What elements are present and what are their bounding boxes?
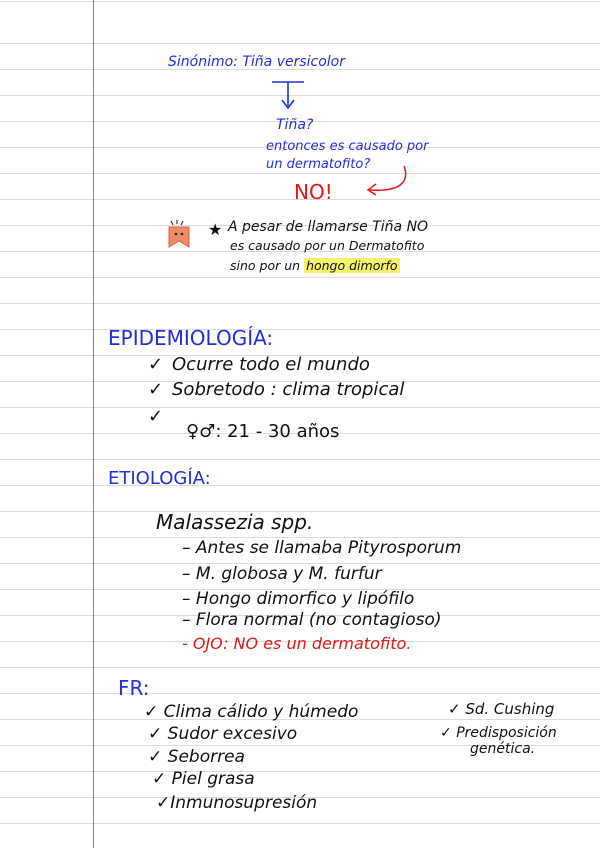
etio-item-1: – Antes se llamaba Pityrosporum <box>182 538 462 558</box>
margin-line <box>93 0 94 848</box>
fr-right-item-2: ✓ Predisposición <box>440 725 557 741</box>
note-line-3-text: sino por un <box>230 258 301 273</box>
etio-item-4: – Flora normal (no contagioso) <box>182 610 442 630</box>
answer-no: NO! <box>294 180 333 204</box>
synonym-line: Sinónimo: Tiña versicolor <box>168 54 346 70</box>
fr-heading: FR: <box>118 676 150 700</box>
epidemiologia-heading: EPIDEMIOLOGÍA: <box>108 326 274 350</box>
fr-item-4: ✓ Piel grasa <box>152 769 255 789</box>
note-line-2: es causado por un Dermatofito <box>230 238 425 253</box>
etio-item-3: – Hongo dimorfico y lipófilo <box>182 589 415 609</box>
down-arrow-icon <box>270 78 310 112</box>
highlighted-hongo-dimorfo: hongo dimorfo <box>306 258 398 273</box>
epi-item-3: ♀♂: 21 - 30 años <box>186 421 340 442</box>
fr-item-3: ✓ Seborrea <box>148 747 245 767</box>
question-line-3: un dermatofito? <box>266 157 371 172</box>
organism-name: Malassezia spp. <box>156 510 314 534</box>
note-line-1: A pesar de llamarse Tiña NO <box>228 219 429 235</box>
fr-item-1: ✓ Clima cálido y húmedo <box>144 702 359 722</box>
etiologia-heading: ETIOLOGÍA: <box>108 468 211 489</box>
fr-item-2: ✓ Sudor excesivo <box>148 724 298 744</box>
question-line-2: entonces es causado por <box>266 139 429 154</box>
fr-item-5: ✓Inmunosupresión <box>156 793 318 813</box>
etio-warning: - OJO: NO es un dermatofito. <box>182 634 412 653</box>
fr-right-item-1: ✓ Sd. Cushing <box>448 700 555 718</box>
epi-item-2: Sobretodo : clima tropical <box>172 379 405 400</box>
epi-item-1: Ocurre todo el mundo <box>172 354 370 375</box>
etio-item-2: – M. globosa y M. furfur <box>182 564 382 584</box>
check-icon: ✓ <box>148 354 164 375</box>
fr-right-item-3: genética. <box>470 741 536 757</box>
star-bullet: ★ <box>208 220 223 239</box>
check-icon: ✓ <box>148 379 164 400</box>
note-line-3 <box>230 260 400 273</box>
curved-arrow-icon <box>360 162 420 202</box>
flag-tag-icon <box>163 219 197 249</box>
check-icon: ✓ <box>148 406 164 427</box>
question-tina: Tiña? <box>276 117 314 133</box>
